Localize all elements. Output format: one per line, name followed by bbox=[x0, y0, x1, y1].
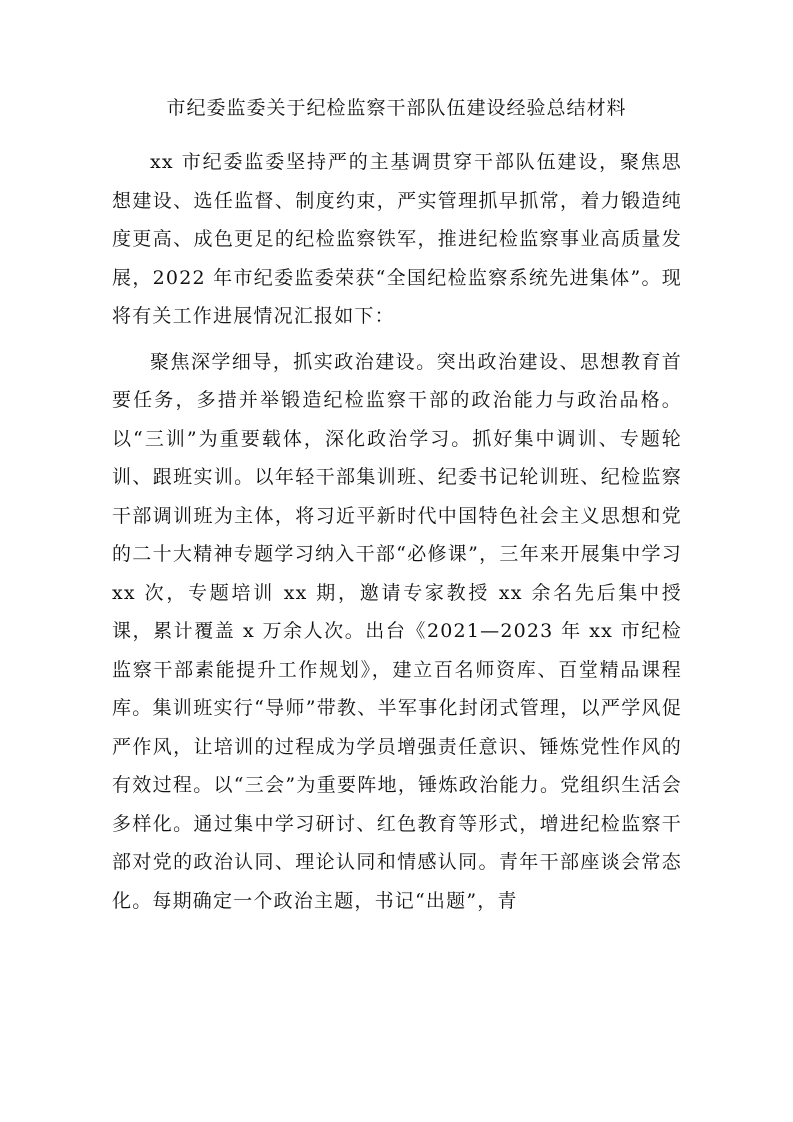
intro-paragraph: xx 市纪委监委坚持严的主基调贯穿干部队伍建设，聚焦思想建设、选任监督、制度约束，严实管理抓早抓常，着力锻造纯度更高、成色更足的纪检监察铁军，推进纪检监察事业高质量发展，2022 年市纪委监委荣获“全国纪检监察系统先进集体”。现将有关工作进展情况汇报如下： bbox=[112, 151, 682, 327]
political-building-paragraph: 聚焦深学细导，抓实政治建设。突出政治建设、思想教育首要任务，多措并举锻造纪检监察干部的政治能力与政治品格。以“三训”为重要载体，深化政治学习。抓好集中调训、专题轮训、跟班实训。以年轻干部集训班、纪委书记轮训班、纪检监察干部调训班为主体，将习近平新时代中国特色社会主义思想和党的二十大精神专题学习纳入干部“必修课”，三年来开展集中学习 xx 次，专题培训 xx 期，邀请专家教授 xx 余名先后集中授课，累计覆盖 x 万余人次。出台《2021—2023 年 xx 市纪检监察干部素能提升工作规划》，建立百名师资库、百堂精品课程库。集训班实行“导师”带教、半军事化封闭式管理，以严学风促严作风，让培训的过程成为学员增强责任意识、锤炼党性作风的有效过程。以“三会”为重要阵地，锤炼政治能力。党组织生活会多样化。通过集中学习研讨、红色教育等形式，增进纪检监察干部对党的政治认同、理论认同和情感认同。青年干部座谈会常态化。每期确定一个政治主题，书记“出题”，青 bbox=[112, 350, 682, 912]
document-title: 市纪委监委关于纪检监察干部队伍建设经验总结材料 bbox=[166, 97, 627, 119]
document-body bbox=[112, 143, 682, 920]
